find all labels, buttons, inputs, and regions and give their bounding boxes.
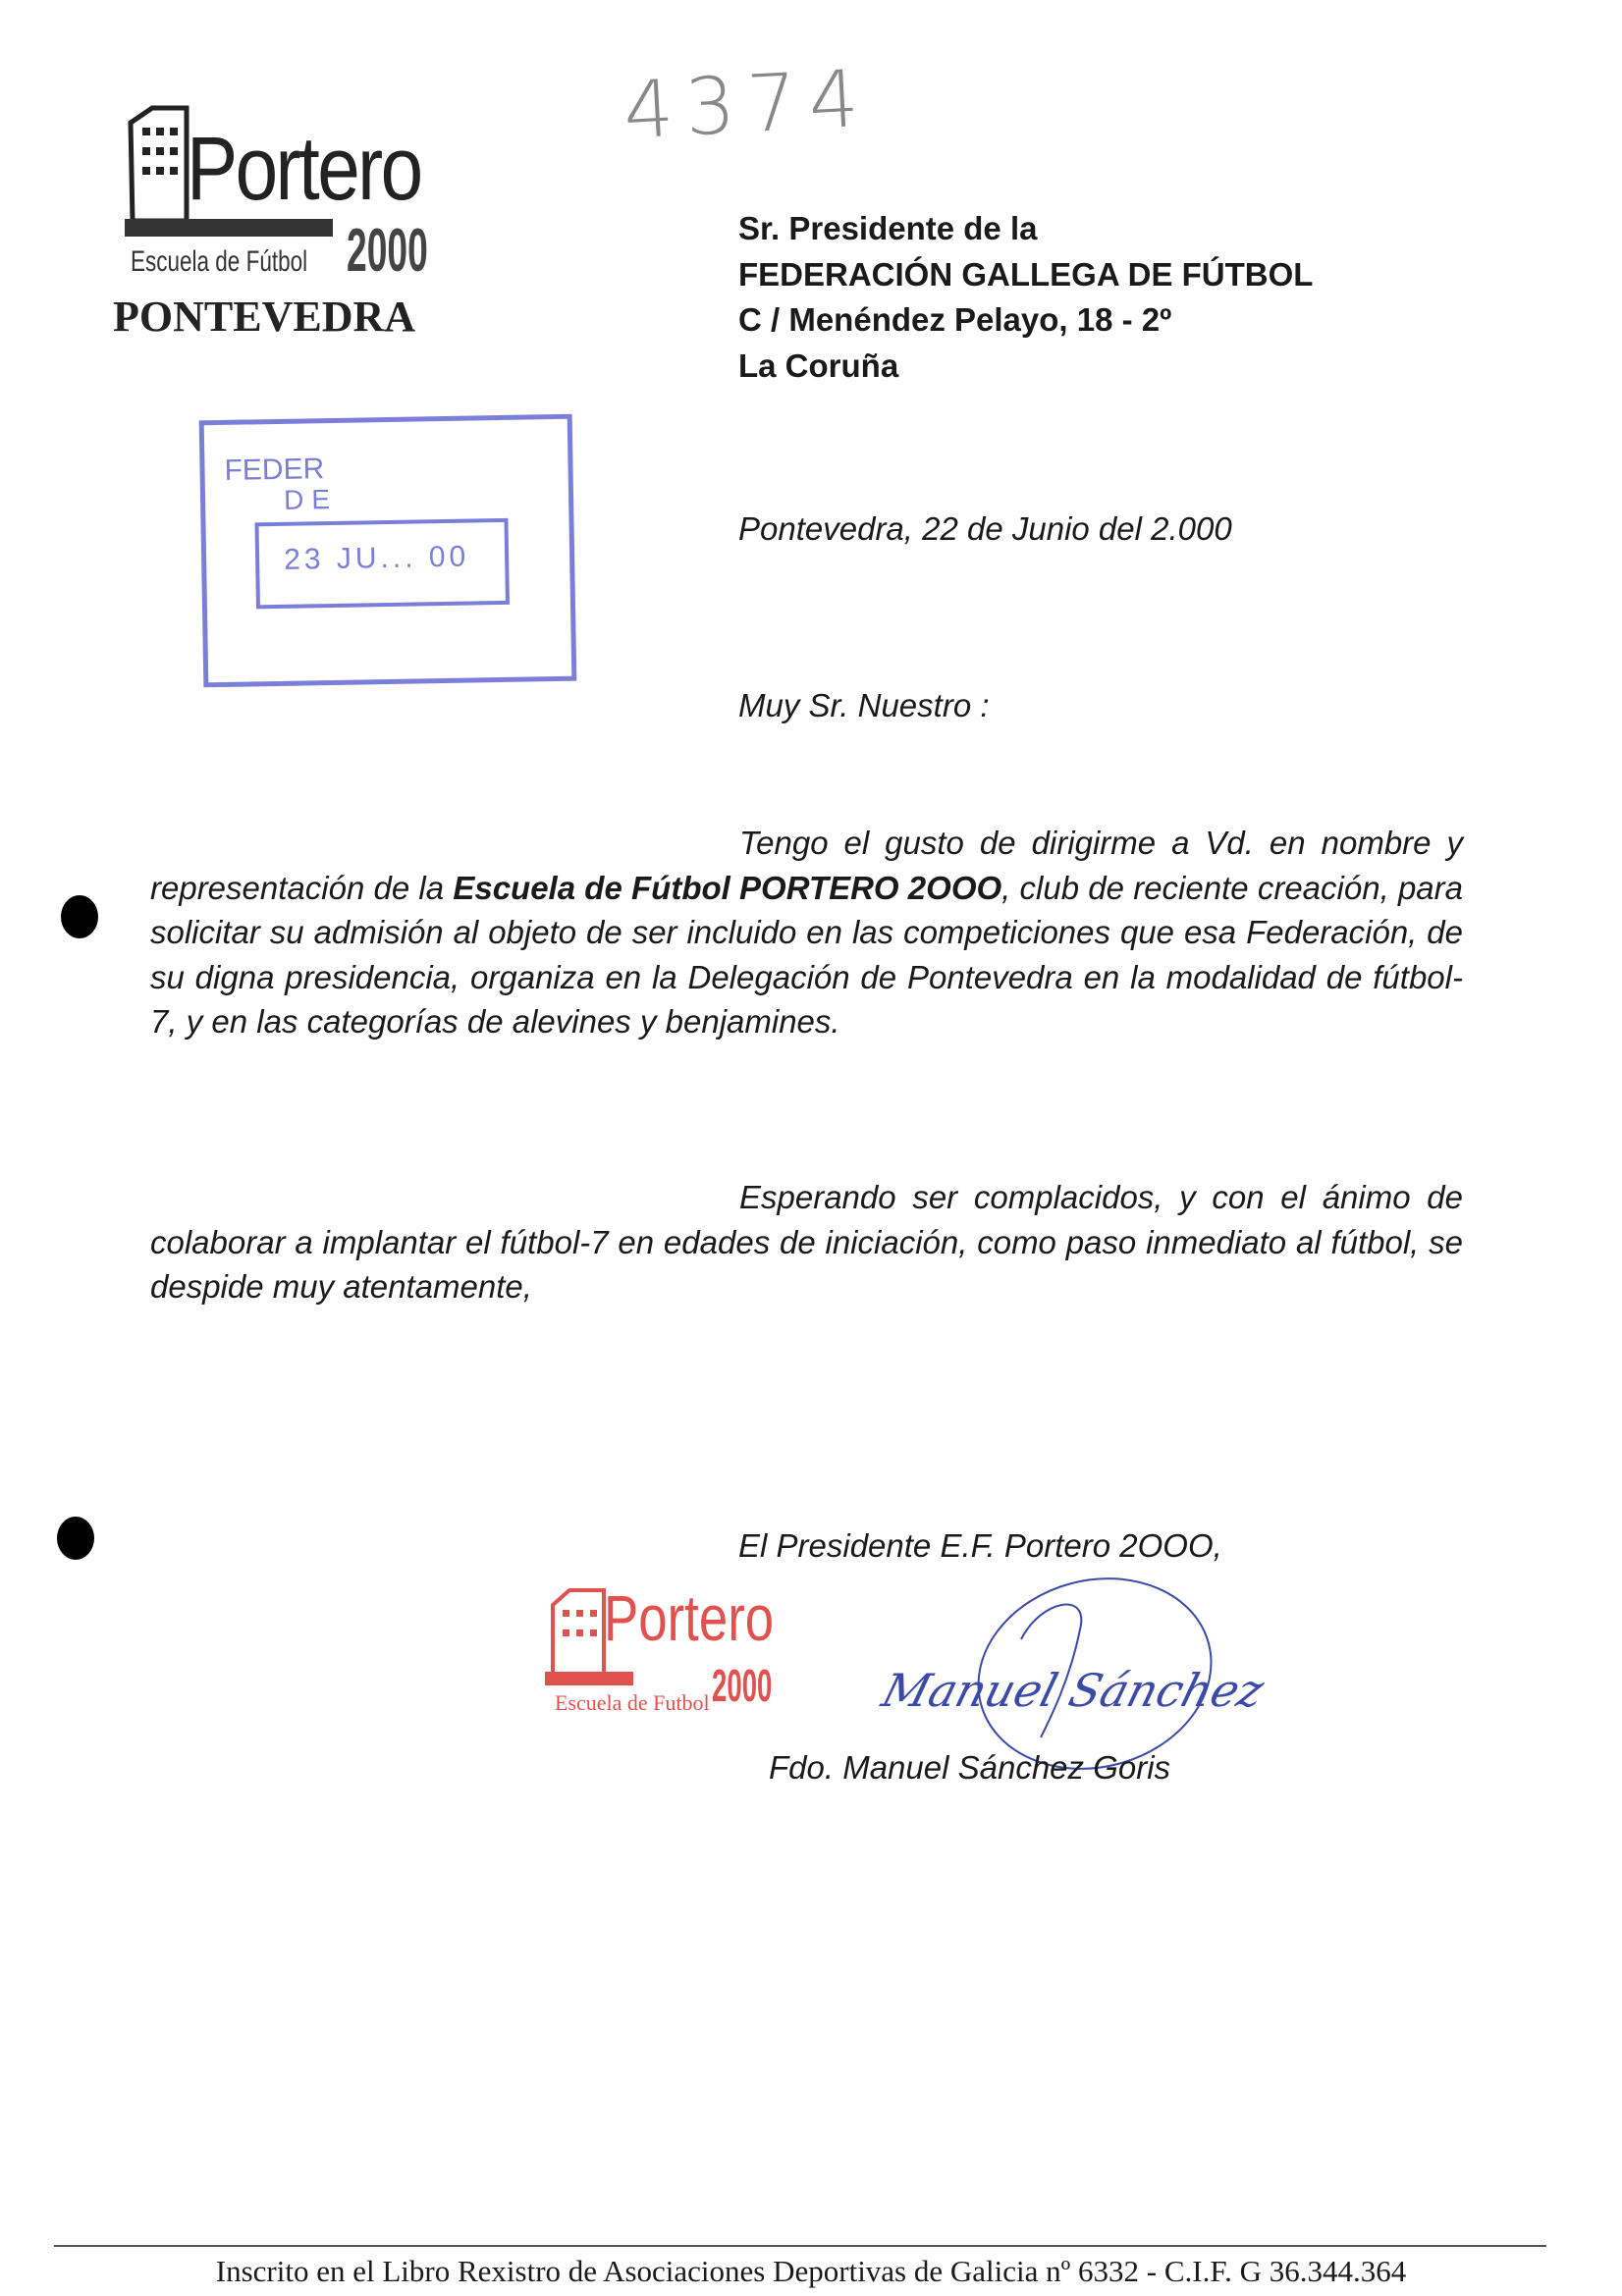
club-name: Escuela de Fútbol PORTERO 2OOO: [453, 869, 1002, 906]
footer-text: Inscrito en el Libro Rexistro de Asociaciones Deportivas de Galicia nº 6332 - C.I.F. G 36.344.364: [215, 2254, 1407, 2288]
address-line: La Coruña: [738, 347, 899, 384]
stamp-text: DE: [283, 483, 339, 515]
logo-subtitle: Escuela de Fútbol: [131, 245, 308, 278]
address-line: C / Menéndez Pelayo, 18 - 2º: [738, 301, 1172, 338]
address-line: Sr. Presidente de la: [738, 210, 1038, 246]
club-stamp: [545, 1580, 800, 1728]
logo-year: 2000: [347, 217, 428, 285]
stamp-logo-text: Portero: [604, 1581, 775, 1654]
punch-hole: [61, 895, 98, 938]
stamp-text: FEDER: [224, 453, 325, 487]
letterhead-city: PONTEVEDRA: [113, 293, 416, 341]
signed-by: Fdo. Manuel Sánchez Goris: [769, 1749, 1171, 1786]
recipient-address: [738, 206, 1313, 389]
letterhead-logo: [113, 103, 452, 339]
handwritten-number: 4374: [621, 52, 873, 157]
paragraph-text: Tengo el gusto de dirigirme a Vd. en nombre y representación de la: [150, 825, 1463, 906]
stamp-date: 23 JU... 00: [283, 540, 470, 576]
body-paragraph-2: [150, 1175, 1463, 1309]
stamp-date-box: [254, 518, 509, 609]
body-paragraph-1: [150, 821, 1463, 1044]
footer-divider: [54, 2245, 1546, 2247]
received-stamp: [199, 414, 577, 688]
logo-text: Portero: [187, 119, 421, 219]
salutation: Muy Sr. Nuestro :: [738, 687, 990, 723]
punch-hole: [57, 1517, 94, 1560]
paragraph-text: Esperando ser complacidos, y con el ánimo de colaborar a implantar el fútbol-7 en edades de iniciación, como paso inmediato al fútbol, se despide muy atentamente,: [150, 1179, 1463, 1305]
date-line: Pontevedra, 22 de Junio del 2.000: [738, 510, 1232, 547]
stamp-logo-year: 2000: [712, 1660, 773, 1711]
paragraph-text: , club de reciente creación, para solicitar su admisión al objeto de ser incluido en las competiciones que esa Federación, de su digna presidencia, organiza en la Delegación de Pontevedra en la modalidad de fútbol-7, y en las categorías de alevines y benjamines.: [150, 869, 1463, 1040]
signature-handwriting: Manuel Sánchez: [876, 1664, 1270, 1717]
address-line: FEDERACIÓN GALLEGA DE FÚTBOL: [738, 255, 1314, 293]
closing-title: El Presidente E.F. Portero 2OOO,: [738, 1527, 1222, 1564]
stamp-logo-subtitle: Escuela de Futbol: [555, 1690, 710, 1715]
